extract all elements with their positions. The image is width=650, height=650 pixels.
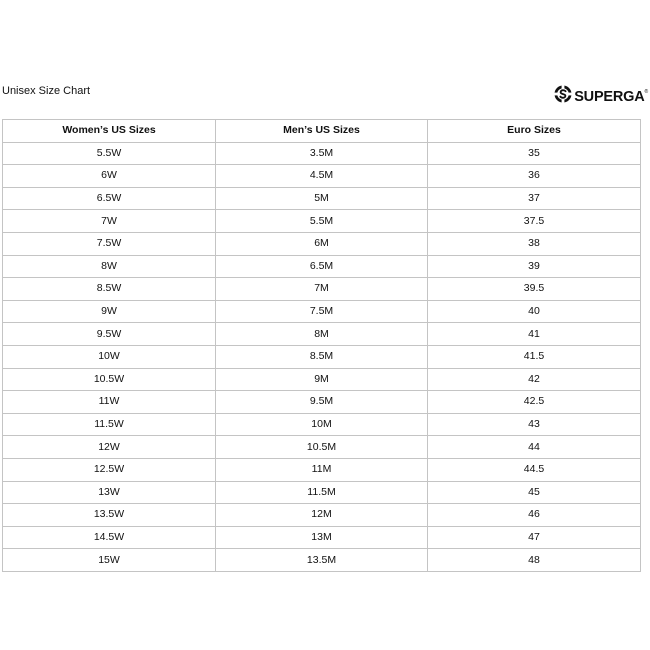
womens-size-cell: 12.5W [3,458,216,481]
table-row [3,413,641,436]
womens-size-cell: 10W [3,345,216,368]
mens-size-cell: 11.5M [216,481,428,504]
column-header-mens: Men’s US Sizes [216,120,428,143]
womens-size-cell: 5.5W [3,142,216,165]
table-row [3,142,641,165]
womens-size-cell: 14.5W [3,526,216,549]
mens-size-cell: 7.5M [216,300,428,323]
euro-size-cell: 43 [428,413,641,436]
mens-size-cell: 11M [216,458,428,481]
womens-size-cell: 8.5W [3,278,216,301]
table-row [3,549,641,572]
brand-name [574,82,648,107]
brand-logo [553,84,648,104]
table-row [3,232,641,255]
euro-size-cell: 44.5 [428,458,641,481]
mens-size-cell: 13.5M [216,549,428,572]
table-row [3,526,641,549]
mens-size-cell: 10.5M [216,436,428,459]
euro-size-cell: 42 [428,368,641,391]
womens-size-cell: 7.5W [3,232,216,255]
womens-size-cell: 9W [3,300,216,323]
table-row [3,436,641,459]
euro-size-cell: 45 [428,481,641,504]
table-row [3,165,641,188]
mens-size-cell: 10M [216,413,428,436]
mens-size-cell: 8.5M [216,345,428,368]
euro-size-cell: 41.5 [428,345,641,368]
womens-size-cell: 8W [3,255,216,278]
euro-size-cell: 46 [428,504,641,527]
euro-size-cell: 37 [428,187,641,210]
euro-size-cell: 39 [428,255,641,278]
table-row [3,210,641,233]
page-title: Unisex Size Chart [2,85,91,97]
euro-size-cell: 35 [428,142,641,165]
table-row [3,187,641,210]
size-chart-table [2,119,641,572]
brand-name-text: SUPERGA [574,88,645,105]
mens-size-cell: 12M [216,504,428,527]
table-row [3,255,641,278]
womens-size-cell: 13W [3,481,216,504]
euro-size-cell: 38 [428,232,641,255]
womens-size-cell: 9.5W [3,323,216,346]
table-row [3,504,641,527]
euro-size-cell: 37.5 [428,210,641,233]
euro-size-cell: 40 [428,300,641,323]
womens-size-cell: 6W [3,165,216,188]
table-row [3,345,641,368]
euro-size-cell: 41 [428,323,641,346]
mens-size-cell: 9.5M [216,391,428,414]
table-row [3,368,641,391]
table-row [3,481,641,504]
womens-size-cell: 6.5W [3,187,216,210]
womens-size-cell: 11W [3,391,216,414]
mens-size-cell: 6.5M [216,255,428,278]
womens-size-cell: 13.5W [3,504,216,527]
table-header-row [3,120,641,143]
mens-size-cell: 9M [216,368,428,391]
euro-size-cell: 47 [428,526,641,549]
table-row [3,278,641,301]
mens-size-cell: 3.5M [216,142,428,165]
womens-size-cell: 7W [3,210,216,233]
table-body [3,142,641,571]
euro-size-cell: 39.5 [428,278,641,301]
mens-size-cell: 5.5M [216,210,428,233]
table-row [3,391,641,414]
trademark-mark: ® [644,88,648,95]
mens-size-cell: 6M [216,232,428,255]
womens-size-cell: 11.5W [3,413,216,436]
womens-size-cell: 10.5W [3,368,216,391]
table-row [3,323,641,346]
column-header-euro: Euro Sizes [428,120,641,143]
table-row [3,458,641,481]
mens-size-cell: 7M [216,278,428,301]
mens-size-cell: 5M [216,187,428,210]
mens-size-cell: 13M [216,526,428,549]
column-header-womens: Women’s US Sizes [3,120,216,143]
euro-size-cell: 42.5 [428,391,641,414]
womens-size-cell: 12W [3,436,216,459]
superga-logo-icon [553,84,573,104]
womens-size-cell: 15W [3,549,216,572]
mens-size-cell: 8M [216,323,428,346]
euro-size-cell: 44 [428,436,641,459]
euro-size-cell: 36 [428,165,641,188]
table-row [3,300,641,323]
euro-size-cell: 48 [428,549,641,572]
mens-size-cell: 4.5M [216,165,428,188]
